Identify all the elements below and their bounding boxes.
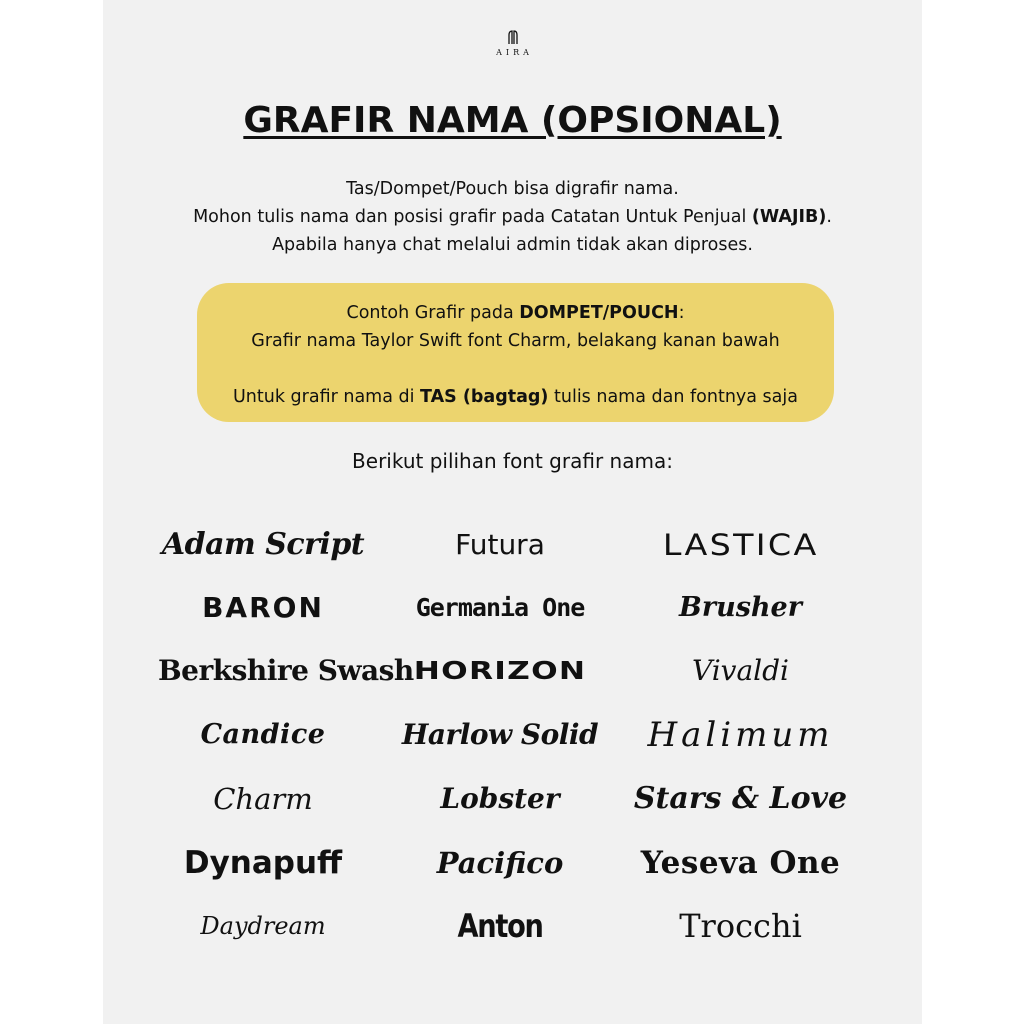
page-title: GRAFIR NAMA (OPSIONAL) [243, 100, 782, 141]
font-option [628, 833, 853, 893]
font-name: Lobster [440, 782, 560, 815]
note-line-1 [197, 299, 834, 327]
brand-logo [103, 30, 922, 57]
font-name: Berkshire Swash [158, 654, 414, 687]
font-name: Halimum [647, 715, 834, 755]
font-name: Germania One [415, 593, 585, 622]
font-option [628, 896, 853, 956]
font-option [158, 896, 368, 956]
font-name: Daydream [200, 912, 326, 940]
note-line-1-text: Contoh Grafir pada [346, 303, 520, 323]
font-name: Anton [457, 907, 543, 945]
note-line-1-end: : [678, 303, 685, 323]
font-option [395, 896, 605, 956]
font-option [395, 705, 605, 765]
intro-line-3: Apabila hanya chat melalui admin tidak akan diproses. [272, 235, 753, 255]
font-name: LASTICA [662, 528, 819, 562]
font-name: Candice [200, 719, 326, 750]
intro-wajib: (WAJIB) [751, 207, 827, 227]
font-option [395, 833, 605, 893]
font-option [395, 641, 605, 701]
font-option [628, 578, 853, 638]
note-tas-bagtag: TAS (bagtag) [420, 387, 549, 407]
note-spacer [197, 355, 834, 383]
font-option [628, 769, 853, 829]
font-name: HORIZON [413, 656, 587, 685]
font-name: Trocchi [679, 907, 802, 945]
font-option [158, 833, 368, 893]
font-name: Futura [455, 528, 545, 561]
font-option [395, 578, 605, 638]
fonts-heading: Berikut pilihan font grafir nama: [352, 449, 673, 473]
note-line-3-end: tulis nama dan fontnya saja [548, 387, 798, 407]
font-option [158, 705, 368, 765]
font-name: BARON [202, 591, 324, 624]
note-dompet-pouch: DOMPET/POUCH [519, 303, 679, 323]
note-line-3 [197, 383, 834, 411]
font-option [628, 515, 853, 575]
font-option [628, 705, 853, 765]
example-note-box [197, 283, 834, 422]
font-option [158, 769, 368, 829]
font-option [158, 641, 414, 701]
font-name: Charm [213, 782, 313, 816]
font-option [395, 769, 605, 829]
font-name: Vivaldi [691, 654, 790, 687]
info-sheet [103, 0, 922, 1024]
intro-text [103, 175, 922, 259]
intro-line-2 [103, 203, 922, 231]
aira-logo-icon [506, 30, 520, 44]
font-options-grid [103, 515, 922, 960]
font-option [395, 515, 605, 575]
intro-line-2-text: Mohon tulis nama dan posisi grafir pada Catatan Untuk Penjual [193, 207, 752, 227]
font-name: Stars & Love [633, 781, 848, 816]
font-name: Adam Script [161, 527, 365, 562]
font-option [158, 578, 368, 638]
font-name: Harlow Solid [401, 718, 599, 751]
note-line-2: Grafir nama Taylor Swift font Charm, belakang kanan bawah [251, 331, 780, 351]
font-name: Dynapuff [183, 845, 343, 881]
intro-line-1: Tas/Dompet/Pouch bisa digrafir nama. [346, 179, 679, 199]
font-option [158, 515, 368, 575]
font-name: Brusher [679, 592, 802, 623]
font-name: Pacifico [436, 846, 564, 880]
intro-line-2-end: . [826, 207, 832, 227]
font-name: Yeseva One [640, 845, 841, 881]
note-line-3-text: Untuk grafir nama di [233, 387, 421, 407]
font-option [628, 641, 853, 701]
brand-name: AIRA [496, 48, 533, 57]
